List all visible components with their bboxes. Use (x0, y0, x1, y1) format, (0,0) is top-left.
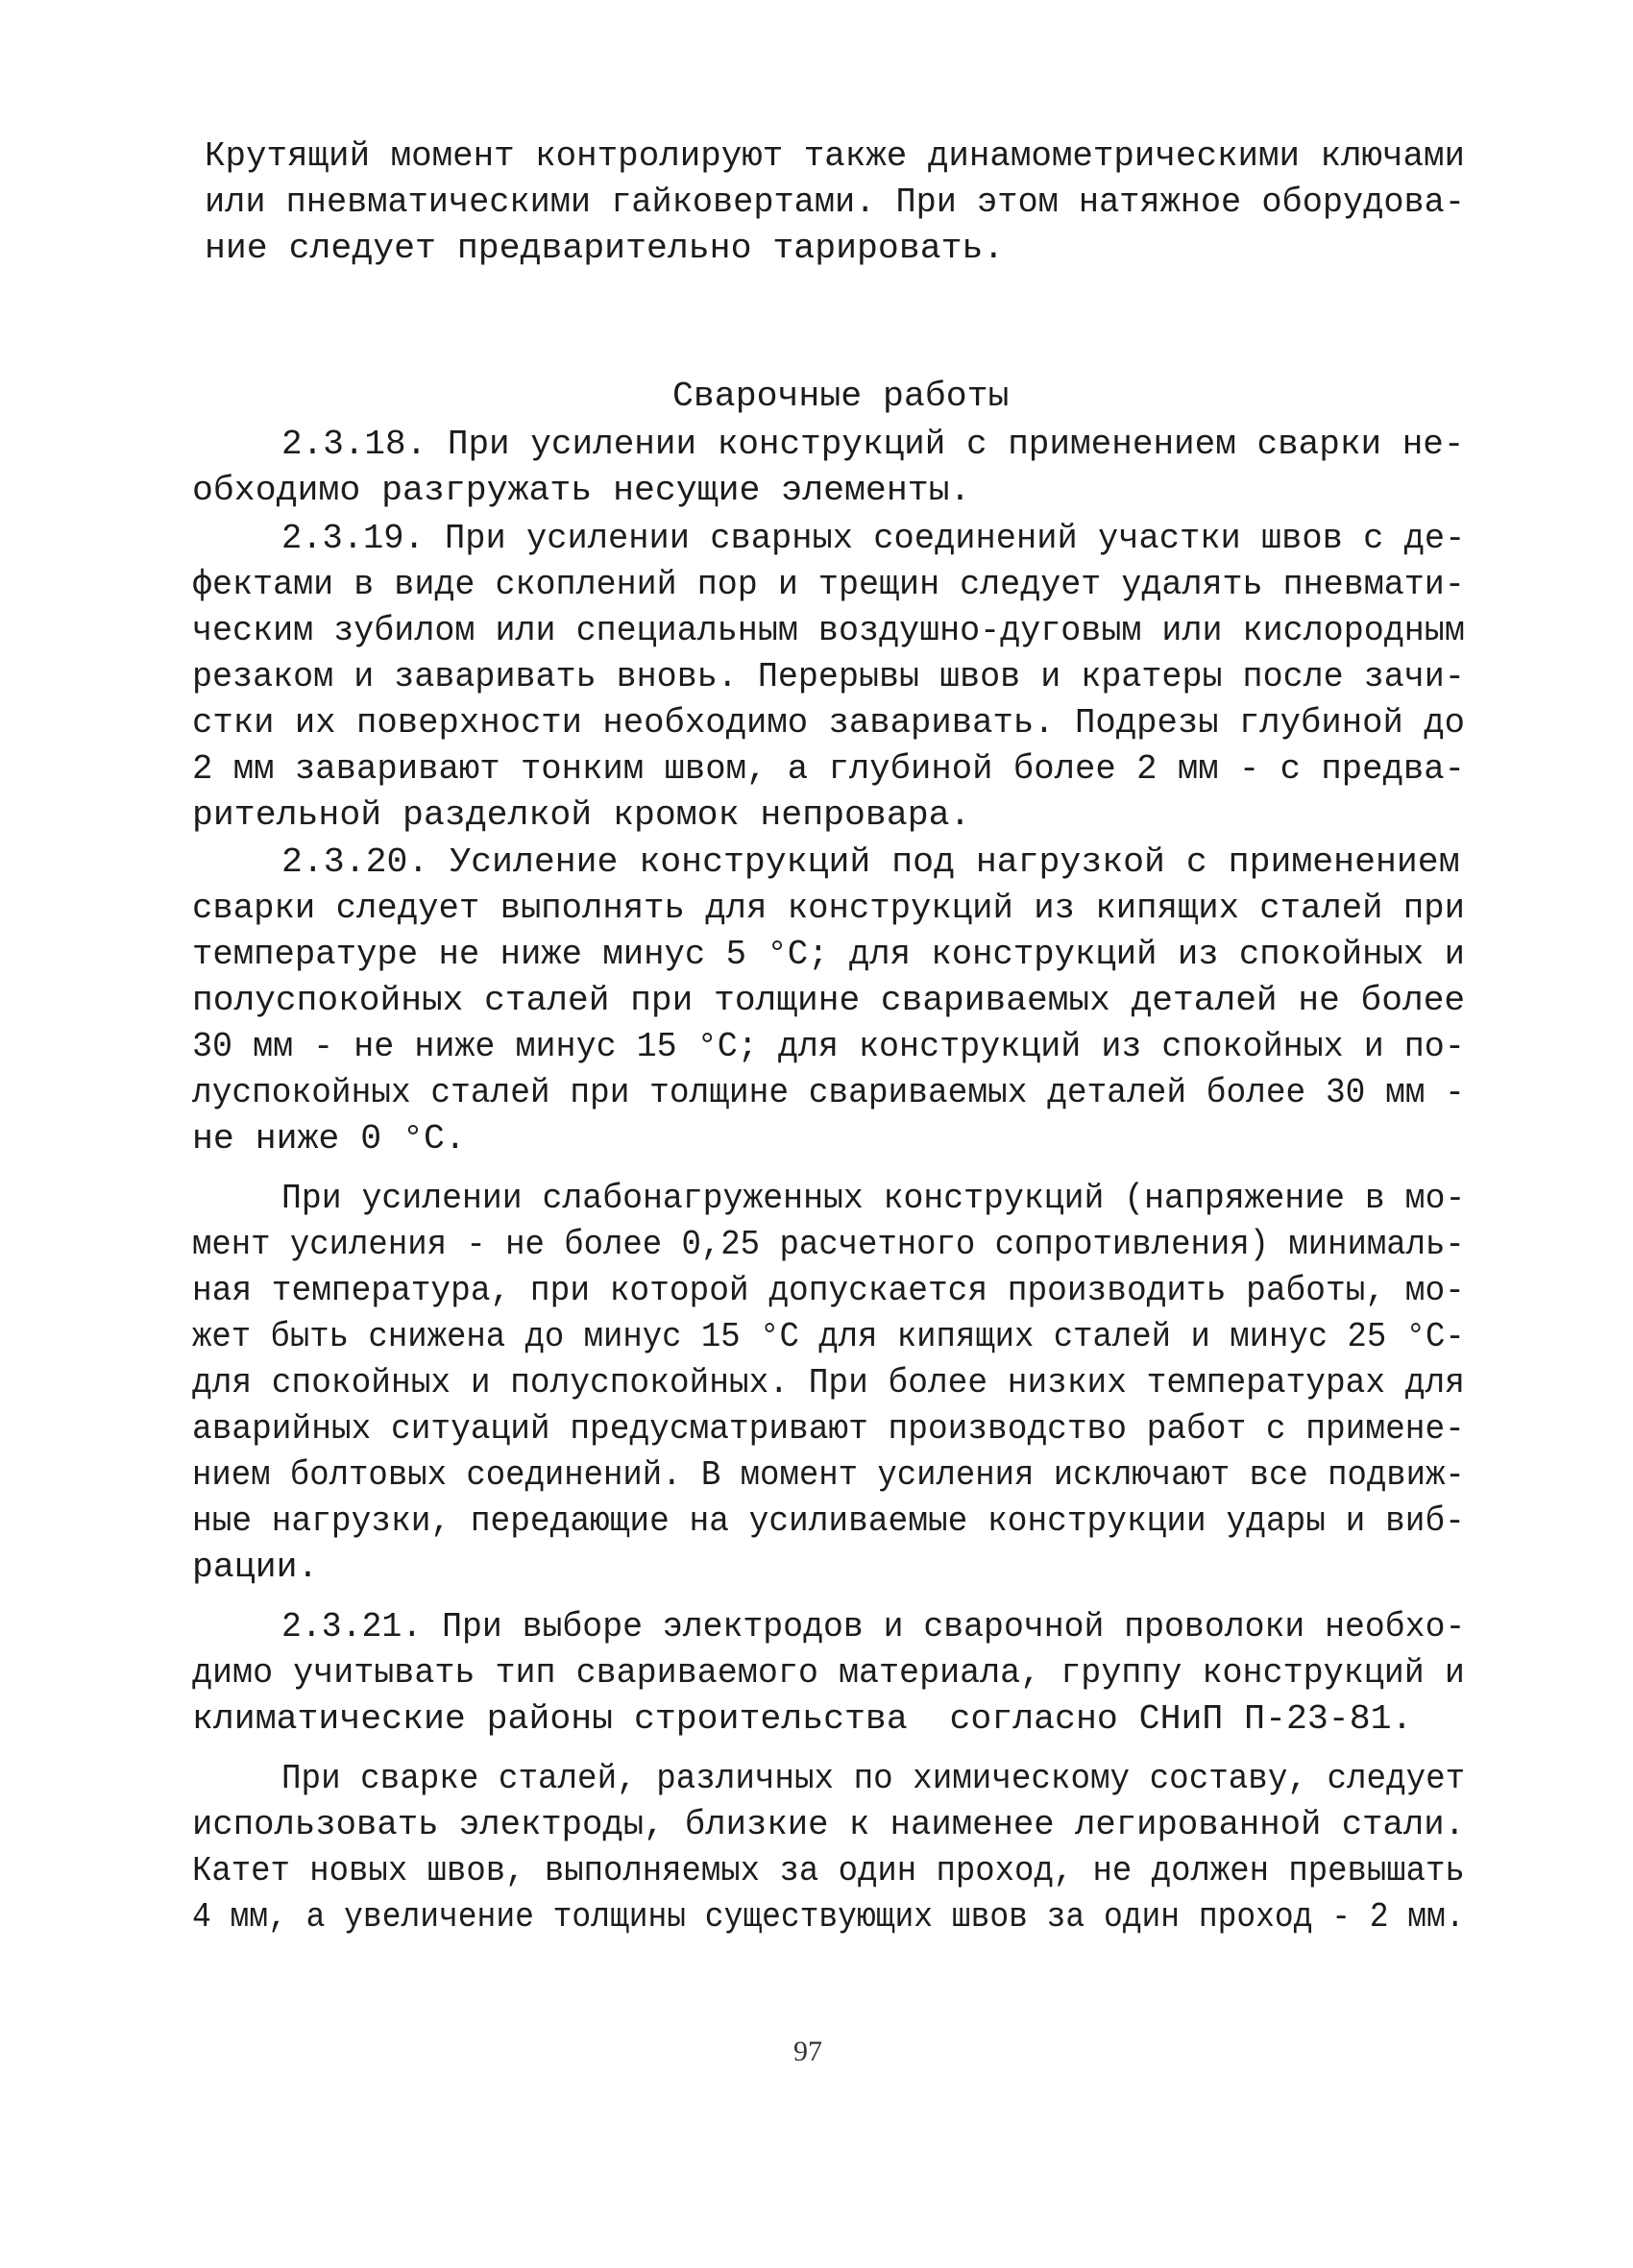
p-2-3-20-line-1: 2.3.20. Усиление конструкций под нагрузкой с применением (281, 842, 1460, 882)
p-2-3-18-line-2: обходимо разгружать несущие элементы. (192, 471, 971, 510)
p-weak-line-1: При усилении слабонагруженных конструкций (напряжение в мо- (281, 1179, 1466, 1218)
p-2-3-19-line-3: ческим зубилом или специальным воздушно-дуговым или кислородным (192, 611, 1465, 650)
p-weak-line-5: для спокойных и полуспокойных. При более низких температурах для (192, 1363, 1465, 1402)
p-2-3-21-line-2: димо учитывать тип свариваемого материала, группу конструкций и (192, 1653, 1465, 1693)
p-steels-line-1: При сварке сталей, различных по химическому составу, следует (281, 1759, 1466, 1798)
p-weak-line-6: аварийных ситуаций предусматривают производство работ с примене- (192, 1409, 1465, 1449)
p-steels-line-2: использовать электроды, близкие к наименее легированной стали. (192, 1805, 1466, 1844)
p-weak-line-2: мент усиления - не более 0,25 расчетного сопротивления) минималь- (192, 1225, 1465, 1264)
p-steels-line-3: Катет новых швов, выполняемых за один проход, не должен превышать (192, 1851, 1465, 1890)
p-2-3-19-line-7: рительной разделкой кромок непровара. (192, 795, 971, 835)
p-2-3-21-line-1: 2.3.21. При выборе электродов и сварочной проволоки необхо- (281, 1607, 1466, 1646)
page-number: 97 (793, 2036, 822, 2067)
p-weak-line-4: жет быть снижена до минус 15 °С для кипящих сталей и минус 25 °С- (192, 1317, 1465, 1356)
p-2-3-20-line-2: сварки следует выполнять для конструкций из кипящих сталей при (192, 889, 1466, 928)
p-2-3-19-line-5: стки их поверхности необходимо заваривать. Подрезы глубиной до (192, 703, 1466, 743)
intro-line-1: Крутящий момент контролируют также динамометрическими ключами (205, 136, 1466, 176)
p-2-3-19-line-1: 2.3.19. При усилении сварных соединений участки швов с де- (281, 519, 1466, 558)
p-2-3-19-line-6: 2 мм заваривают тонким швом, а глубиной более 2 мм - с предва- (192, 749, 1466, 789)
p-2-3-18-line-1: 2.3.18. При усилении конструкций с применением сварки не- (281, 425, 1465, 464)
p-weak-line-7: нием болтовых соединений. В момент усиления исключают все подвиж- (192, 1455, 1465, 1495)
p-2-3-20-line-5: 30 мм - не ниже минус 15 °С; для конструкций из спокойных и по- (192, 1027, 1465, 1066)
p-weak-line-9: рации. (192, 1548, 319, 1587)
p-2-3-20-line-3: температуре не ниже минус 5 °С; для конструкций из спокойных и (192, 935, 1466, 974)
p-2-3-20-line-4: полуспокойных сталей при толщине свариваемых деталей не более (192, 981, 1466, 1020)
p-2-3-20-line-6: луспокойных сталей при толщине свариваемых деталей более 30 мм - (192, 1073, 1465, 1112)
p-weak-line-8: ные нагрузки, передающие на усиливаемые конструкции удары и виб- (192, 1501, 1465, 1541)
p-2-3-19-line-2: фектами в виде скоплений пор и трещин следует удалять пневмати- (192, 565, 1465, 604)
intro-line-3: ние следует предварительно тарировать. (205, 229, 1005, 268)
p-steels-line-4: 4 мм, а увеличение толщины существующих швов за один проход - 2 мм. (192, 1897, 1465, 1937)
p-2-3-21-line-3: климатические районы строительства согласно СНиП П-23-81. (192, 1699, 1413, 1739)
section-title: Сварочные работы (672, 377, 1010, 416)
p-2-3-19-line-4: резаком и заваривать вновь. Перерывы швов и кратеры после зачи- (192, 657, 1465, 696)
p-2-3-20-line-7: не ниже 0 °С. (192, 1119, 466, 1158)
p-weak-line-3: ная температура, при которой допускается производить работы, мо- (192, 1271, 1465, 1310)
intro-line-2: или пневматическими гайковертами. При этом натяжное оборудова- (205, 183, 1465, 222)
